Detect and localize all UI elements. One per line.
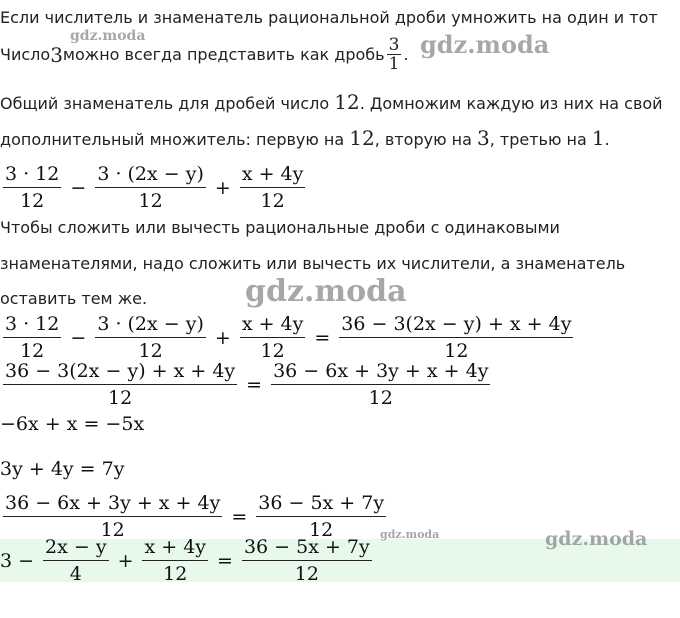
eq7-f2-numerator: x + 4y: [142, 536, 208, 561]
eq6-f1-denominator: 12: [100, 519, 125, 541]
text-line-3: [0, 92, 663, 114]
eq7-f1-numerator: 2x − y: [43, 536, 109, 561]
eq2-fraction-3: [240, 313, 306, 362]
equation-5: 3y + 4y = 7y: [0, 458, 125, 480]
text-line-3-start: Общий знаменатель для дробей число: [0, 94, 335, 113]
equation-2: [0, 313, 576, 362]
eq1-f2-numerator: 3 · (2x − y): [95, 163, 206, 188]
text-line-2: [0, 36, 409, 73]
eq7-f2-denominator: 12: [163, 563, 188, 585]
eq2-f2-numerator: 3 · (2x − y): [95, 313, 206, 338]
number-three: 3: [50, 42, 63, 67]
text-line-3-end: . Домножим каждую из них на свой: [359, 94, 663, 113]
eq1-minus: −: [70, 176, 87, 199]
equation-6: [0, 492, 389, 541]
eq1-fraction-3: [240, 163, 306, 212]
eq2-equals: =: [314, 326, 331, 349]
eq2-f1-numerator: 3 · 12: [3, 313, 61, 338]
text-line-5: Чтобы сложить или вычесть рациональные дроби с одинаковыми: [0, 218, 560, 237]
eq1-f3-numerator: x + 4y: [240, 163, 306, 188]
multiplier-first: 12: [349, 126, 375, 150]
fraction-numerator: 3: [388, 35, 400, 55]
text-line-2-middle: можно всегда представить как дробь: [62, 44, 385, 64]
fraction-three-over-one: [387, 36, 402, 73]
eq2-minus: −: [70, 326, 87, 349]
eq2-f3-denominator: 12: [260, 340, 285, 362]
multiplier-third: 1: [591, 126, 605, 150]
eq3-equals: =: [246, 373, 263, 396]
text-line-4: [0, 128, 610, 150]
eq3-f1-denominator: 12: [107, 387, 133, 409]
eq2-fraction-4: [339, 313, 573, 362]
eq6-equals: =: [231, 505, 248, 528]
eq7-f3-denominator: 12: [294, 563, 319, 585]
equation-1: [0, 163, 308, 212]
eq6-fraction-1: [3, 492, 222, 541]
text-line-7: оставить тем же.: [0, 289, 148, 308]
eq7-fraction-3: [242, 536, 372, 585]
eq2-plus: +: [214, 326, 231, 349]
eq6-f2-denominator: 12: [309, 519, 334, 541]
eq7-fraction-1: [43, 536, 109, 585]
watermark-small-top: gdz.moda: [70, 28, 146, 44]
eq7-fraction-2: [142, 536, 208, 585]
multiplier-second: 3: [476, 126, 490, 150]
equation-3: [0, 360, 493, 409]
equation-final: [0, 536, 375, 585]
eq2-fraction-1: [3, 313, 61, 362]
text-line-4-b: , вторую на: [374, 130, 477, 149]
watermark-center: gdz.moda: [245, 274, 407, 309]
watermark-bottom-right: gdz.moda: [545, 528, 648, 550]
eq1-f1-denominator: 12: [20, 190, 45, 212]
text-line-2-end: .: [403, 44, 409, 64]
eq3-f2-denominator: 12: [368, 387, 393, 409]
text-line-4-d: .: [604, 130, 610, 149]
eq1-fraction-2: [95, 163, 206, 212]
eq7-f1-denominator: 4: [69, 563, 82, 585]
eq1-f2-denominator: 12: [138, 190, 163, 212]
number-twelve: 12: [334, 90, 360, 114]
eq2-f4-denominator: 12: [444, 340, 469, 362]
eq7-plus: +: [117, 549, 134, 572]
eq3-fraction-2: [271, 360, 490, 409]
eq1-f1-numerator: 3 · 12: [3, 163, 61, 188]
eq3-f2-numerator: 36 − 6x + 3y + x + 4y: [271, 360, 490, 385]
eq1-fraction-1: [3, 163, 61, 212]
eq2-f2-denominator: 12: [138, 340, 163, 362]
eq6-f2-numerator: 36 − 5x + 7y: [256, 492, 386, 517]
eq7-minus: −: [18, 549, 35, 572]
watermark-top: gdz.moda: [420, 30, 550, 59]
watermark-small-bottom: gdz.moda: [380, 528, 440, 541]
eq7-lead-three: 3: [0, 549, 13, 572]
equation-4: −6x + x = −5x: [0, 413, 145, 435]
eq1-f3-denominator: 12: [260, 190, 285, 212]
eq2-fraction-2: [95, 313, 206, 362]
eq2-f1-denominator: 12: [20, 340, 45, 362]
eq6-fraction-2: [256, 492, 386, 541]
text-line-4-a: дополнительный множитель: первую на: [0, 130, 350, 149]
eq6-f1-numerator: 36 − 6x + 3y + x + 4y: [3, 492, 222, 517]
eq3-fraction-1: [3, 360, 237, 409]
text-line-4-c: , третью на: [489, 130, 592, 149]
eq2-f3-numerator: x + 4y: [240, 313, 306, 338]
text-line-6: знаменателями, надо сложить или вычесть их числители, а знаменатель: [0, 254, 626, 273]
fraction-denominator: 1: [388, 54, 400, 74]
eq7-f3-numerator: 36 − 5x + 7y: [242, 536, 372, 561]
text-line-1: Если числитель и знаменатель рациональной дроби умножить на один и тот: [0, 8, 658, 27]
eq1-plus: +: [214, 176, 231, 199]
text-line-2-start: Число: [0, 44, 51, 64]
eq7-equals: =: [217, 549, 233, 572]
eq2-f4-numerator: 36 − 3(2x − y) + x + 4y: [339, 313, 573, 338]
eq3-f1-numerator: 36 − 3(2x − y) + x + 4y: [3, 360, 237, 385]
